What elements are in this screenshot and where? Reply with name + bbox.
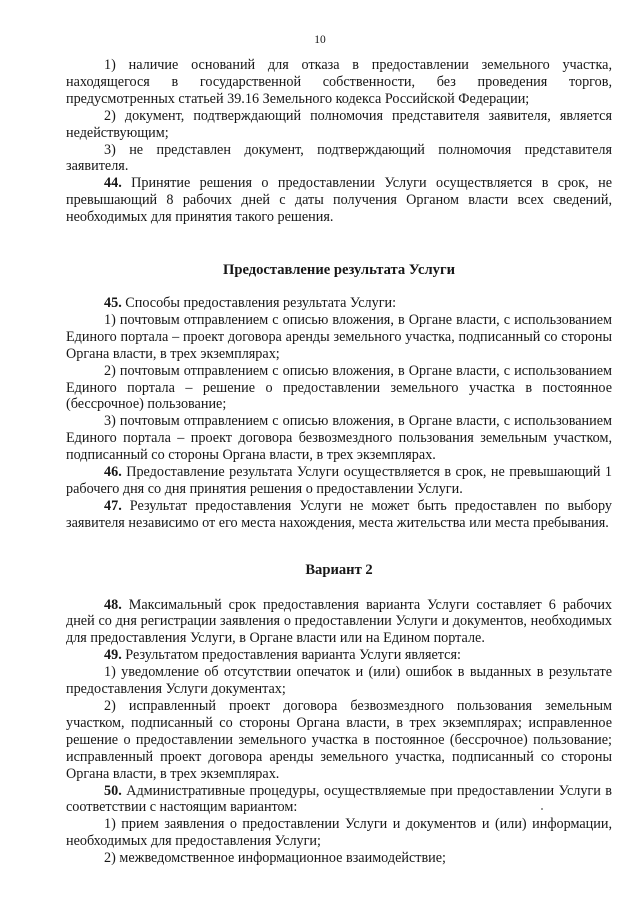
paragraph — [66, 698, 612, 783]
paragraph — [66, 664, 612, 698]
clause-number: 44. — [104, 175, 122, 192]
paragraph-text: Принятие решения о предоставлении Услуги осуществляется в срок, не превышающий 8 рабочих дней с даты получения Органом власти всех сведений, необходимых для принятия такого решения. — [66, 175, 612, 226]
paragraph — [66, 295, 612, 312]
paragraph — [66, 816, 612, 850]
paragraph-text: 2) почтовым отправлением с описью вложения, в Органе власти, с использованием Единого портала – решение о предоставлении земельного участка в постоянное (бессрочное) пользование; — [66, 362, 612, 413]
paragraph — [66, 175, 612, 226]
paragraph-text: Способы предоставления результата Услуги: — [121, 294, 397, 311]
clause-number: 48. — [104, 596, 122, 613]
scan-speck — [541, 808, 543, 810]
paragraph — [66, 312, 612, 363]
paragraph-text: 1) прием заявления о предоставлении Услуги и документов и (или) информации, необходимых для предоставления Услуги; — [66, 816, 612, 850]
section-refusal-grounds — [66, 57, 612, 226]
paragraph — [66, 464, 612, 498]
paragraph-text: 1) наличие оснований для отказа в предоставлении земельного участка, находящегося в государственной собственности, без проведения торгов, предусмотренных статьей 39.16 Земельного кодекса Российской Федерации; — [66, 57, 612, 107]
heading-variant-2: Вариант 2 — [305, 561, 373, 578]
paragraph — [66, 783, 612, 817]
paragraph-text: 1) уведомление об отсутствии опечаток и (или) ошибок в выданных в результате предоставления Услуги документах; — [66, 664, 612, 698]
clause-number: 50. — [104, 782, 122, 799]
paragraph-text: 2) документ, подтверждающий полномочия представителя заявителя, является недействующим; — [66, 107, 612, 141]
paragraph — [66, 108, 612, 142]
paragraph — [66, 597, 612, 648]
paragraph-text: Административные процедуры, осуществляемые при предоставлении Услуги в соответствии с настоящим вариантом: — [66, 782, 612, 816]
paragraph-text: 2) исправленный проект договора безвозмездного пользования земельным участком, подписанный со стороны Органа власти, в трех экземплярах; исправленное решение о предоставлении земельного участка в постоянное (бессрочное) пользование; исправленный проект договора аренды земельного участка, подписанный со стороны Органа власти, в трех экземплярах. — [66, 698, 612, 782]
page-number: 10 — [314, 34, 326, 46]
paragraph — [66, 647, 612, 664]
heading-result-delivery: Предоставление результата Услуги — [223, 262, 455, 279]
clause-number: 45. — [104, 294, 122, 311]
paragraph-text: 3) почтовым отправлением с описью вложения, в Органе власти, с использованием Единого портала – проект договора безвозмездного пользования земельным участком, подписанный со стороны Органа власти, в трех экземплярах. — [66, 413, 612, 464]
paragraph-text: 2) межведомственное информационное взаимодействие; — [104, 850, 446, 867]
paragraph-text: Предоставление результата Услуги осуществляется в срок, не превышающий 1 рабочего дня со дня принятия решения о предоставлении Услуги. — [66, 464, 612, 497]
paragraph-text: 1) почтовым отправлением с описью вложения, в Органе власти, с использованием Единого портала – проект договора аренды земельного участка, подписанный со стороны Органа власти, в трех экземплярах; — [66, 311, 612, 362]
clause-number: 49. — [104, 647, 122, 664]
section-variant-2 — [66, 597, 612, 868]
paragraph-text: Результатом предоставления варианта Услуги является: — [121, 647, 461, 664]
paragraph — [66, 413, 612, 464]
paragraph-text: Результат предоставления Услуги не может быть предоставлен по выбору заявителя независимо от его места нахождения, места жительства или места пребывания. — [66, 497, 612, 531]
clause-number: 47. — [104, 497, 122, 514]
paragraph — [66, 57, 612, 108]
clause-number: 46. — [104, 464, 122, 481]
document-body — [66, 57, 612, 867]
paragraph — [66, 142, 612, 176]
paragraph — [66, 850, 612, 867]
paragraph-text: 3) не представлен документ, подтверждающий полномочия представителя заявителя. — [66, 141, 612, 175]
paragraph — [66, 363, 612, 414]
paragraph — [66, 498, 612, 532]
paragraph-text: Максимальный срок предоставления варианта Услуги составляет 6 рабочих дней со дня регистрации заявления о предоставлении Услуги и документов, необходимых для предоставления Услуги, в Органе власти или на Едином портале. — [66, 596, 612, 647]
section-result-delivery — [66, 295, 612, 532]
